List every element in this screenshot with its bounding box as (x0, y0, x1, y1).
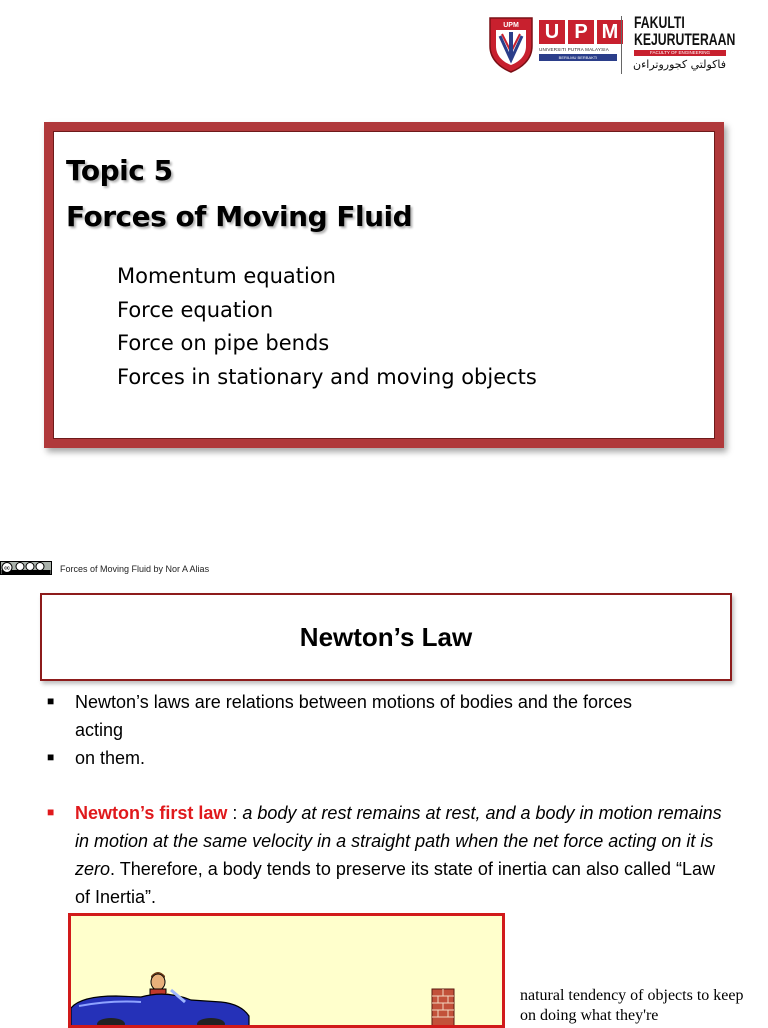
section-header (40, 593, 732, 681)
faculty-jawi-name: فاكولتي كجوروتراءن (633, 58, 726, 71)
topic-outline (117, 260, 537, 394)
upm-letter: U (539, 20, 565, 44)
faculty-name-line1: FAKULTI (634, 13, 685, 32)
svg-text:cc: cc (4, 565, 10, 572)
first-law-statement: a body at rest remains at rest, and a body in motion remains in motion at the same velocity in a straight path when the net force acting on it is zero (75, 803, 722, 879)
upm-letter: M (597, 20, 623, 44)
faculty-name-line2: KEJURUTERAAN (634, 30, 736, 49)
bullet-text: acting (75, 720, 124, 740)
outline-item: Force equation (117, 297, 274, 322)
car-icon (71, 990, 249, 1025)
inertia-illustration (68, 913, 505, 1028)
upm-letter: P (568, 20, 594, 44)
upm-shield-icon (488, 16, 534, 74)
first-law-label: Newton’s first law (75, 803, 228, 823)
outline-item: Forces in stationary and moving objects (117, 364, 537, 389)
upm-motto: BERILMU BERBAKTI (539, 54, 617, 61)
bullet-icon: ■ (47, 805, 55, 819)
logo-divider (621, 16, 622, 74)
university-logo (488, 13, 736, 76)
cc-by-nc-sa-icon (0, 561, 52, 575)
topic-number: Topic 5 (66, 154, 173, 187)
topic-panel (53, 131, 715, 439)
bullet-icon: ■ (47, 750, 55, 764)
outline-item: Momentum equation (117, 264, 336, 288)
car-scene (71, 916, 502, 1025)
upm-subtitle: UNIVERSITI PUTRA MALAYSIA (539, 47, 609, 52)
section-title: Newton’s Law (299, 622, 473, 652)
first-law-paragraph (75, 799, 735, 911)
bullet-icon: ■ (47, 694, 55, 708)
faculty-english-name: FACULTY OF ENGINEERING (634, 50, 726, 56)
upm-wordmark (539, 20, 623, 44)
first-law-separator: : (227, 803, 243, 823)
outline-item: Force on pipe bends (117, 331, 330, 355)
bullet-text: on them. (75, 748, 146, 768)
topic-frame (44, 122, 724, 448)
shield-label: UPM (503, 22, 519, 29)
attribution-text: Forces of Moving Fluid by Nor A Alias (60, 564, 210, 574)
topic-title: Forces of Moving Fluid (66, 200, 413, 233)
bullet-text: Newton’s laws are relations between motions of bodies and the forces (75, 692, 632, 712)
first-law-explanation: . Therefore, a body tends to preserve its state of inertia can also called “Law of Inertia”. (75, 859, 716, 907)
illustration-caption: natural tendency of objects to keep on doing what they're (520, 987, 744, 1024)
brick-wall-icon (432, 989, 454, 1025)
